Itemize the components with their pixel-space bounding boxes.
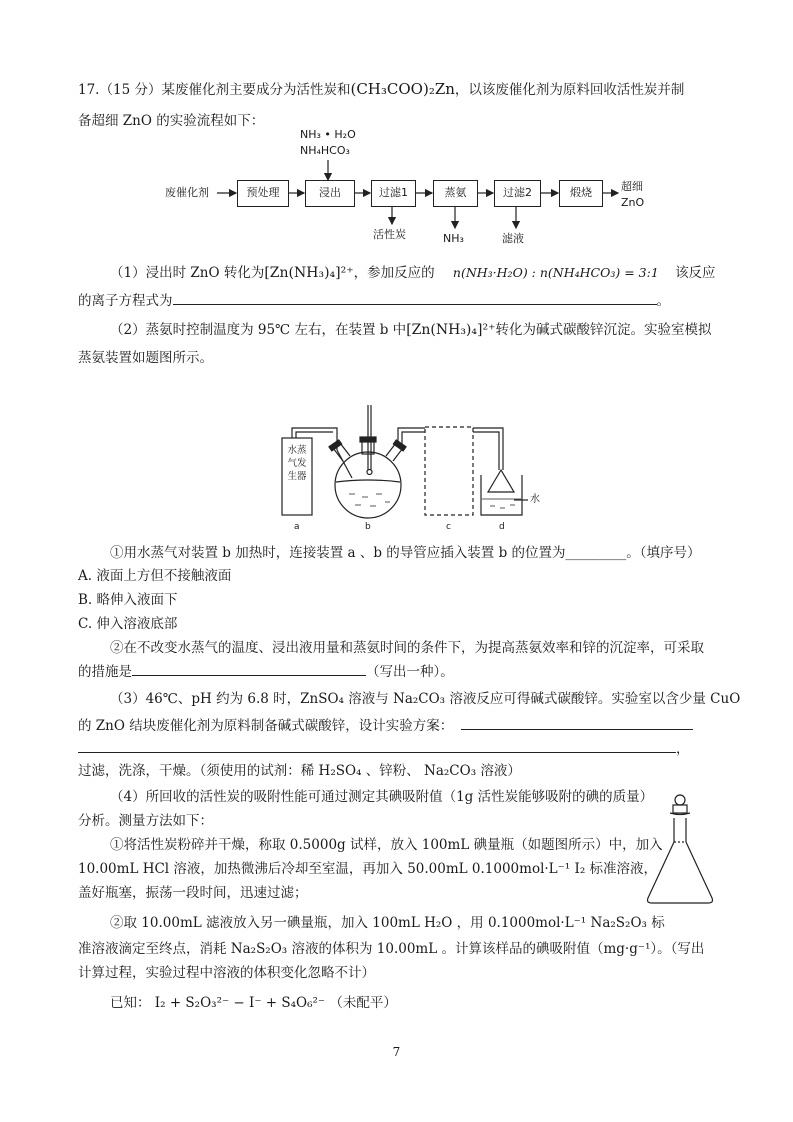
option-c: C. 伸入溶液底部	[78, 616, 178, 632]
part2-text-a: （2）蒸氨时控制温度为 95℃ 左右，在装置 b 中	[110, 322, 407, 338]
part2-complex: [Zn(NH₃)₄]²⁺	[406, 322, 496, 338]
part4-line6: ②取 10.00mL 滤液放入另一碘量瓶，加入 100mL H₂O ，用 0.1000mol·L⁻¹ Na₂S₂O₃ 标	[110, 915, 665, 931]
apparatus-drawing	[0, 0, 793, 540]
intro-text-2: ，以该废催化剂为原料回收活性炭并制	[454, 82, 685, 98]
part4-line1: （4）所回收的活性炭的吸附性能可通过测定其碘吸附值（1g 活性炭能够吸附的碘的质量）	[110, 789, 654, 805]
output-filtrate: 滤液	[502, 232, 524, 245]
part3-prompt: 的 ZnO 结块废催化剂为原料制备碱式碳酸锌，设计实验方案：	[78, 718, 454, 734]
q2-1-hint: 。（填序号）	[626, 545, 701, 561]
label-c: c	[446, 522, 451, 532]
step-calcine: 煅烧	[559, 180, 603, 207]
part3-comma: ，	[676, 741, 690, 757]
q2-2-hint: （写出一种）。	[366, 664, 454, 680]
part2-text-b: 转化为碱式碳酸锌沉淀。实验室模拟	[495, 322, 712, 338]
part4-line7: 准溶液滴定至终点，消耗 Na₂S₂O₃ 溶液的体积为 10.00mL 。计算该样品的碘吸附值（mg·g⁻¹）。（写出	[78, 941, 705, 957]
q2-1-stem	[110, 542, 731, 564]
option-b: B. 略伸入液面下	[78, 592, 178, 608]
part1-complex: [Zn(NH₃)₄]²⁺	[264, 265, 354, 281]
answer-blank-scheme-2[interactable]	[78, 737, 676, 753]
option-a: A. 液面上方但不接触液面	[78, 568, 232, 584]
output-activated-carbon: 活性炭	[373, 228, 406, 241]
reagent-ammonia-water: NH₃ • H₂O	[300, 128, 356, 141]
page-number: 7	[392, 1045, 401, 1059]
part4-line5: 盖好瓶塞，振荡一段时间，迅速过滤；	[78, 885, 308, 901]
iodine-flask-illustration	[640, 790, 720, 915]
part1-ratio: n(NH₃·H₂O) : n(NH₄HCO₃) = 3:1	[452, 265, 659, 280]
part1-equation-prompt: 的离子方程式为	[78, 293, 173, 309]
label-water: 水	[530, 494, 540, 505]
flow-end-label-1: 超细	[621, 180, 643, 193]
step-steam-ammonia: 蒸氨	[433, 180, 478, 207]
answer-blank-measure[interactable]	[132, 660, 366, 676]
part1-text-b: ，参加反应的	[353, 265, 435, 281]
label-b: b	[365, 522, 371, 532]
question-score: （15 分）	[99, 82, 162, 98]
q2-2-line2	[78, 660, 731, 683]
intro-text: 某废催化剂主要成分为活性炭和	[161, 82, 351, 98]
step-filter-2: 过滤2	[494, 180, 541, 207]
answer-blank-tube-position[interactable]: _________	[565, 545, 627, 561]
generator-label: 水蒸气发生器	[287, 445, 307, 482]
q2-2-line1: ②在不改变水蒸气的温度、浸出液用量和蒸氨时间的条件下，为提高蒸氨效率和锌的沉淀率，可采取	[110, 640, 704, 656]
question-number: 17.	[78, 82, 100, 98]
q2-1-text: ①用水蒸气对装置 b 加热时，连接装置 a 、b 的导管应插入装置 b 的位置为	[110, 545, 566, 561]
part1-text-c: 该反应	[675, 265, 716, 281]
part3-line3	[78, 737, 731, 760]
part1-text-a: （1）浸出时 ZnO 转化为	[110, 265, 265, 281]
part3-line1: （3）46℃、pH 约为 6.8 时，ZnSO₄ 溶液与 Na₂CO₃ 溶液反应可得碱式碳酸锌。实验室以含少量 CuO	[110, 691, 741, 707]
part3-line2	[78, 714, 731, 737]
step-leach: 浸出	[305, 180, 355, 207]
part4-line2: 分析。测量方法如下：	[78, 813, 213, 829]
flow-end-label-2: ZnO	[621, 196, 645, 209]
step-pretreat: 预处理	[237, 180, 289, 207]
intro-formula: (CH₃COO)₂Zn	[350, 80, 455, 98]
step-filter-1: 过滤1	[371, 180, 416, 207]
part3-line4: 过滤，洗涤，干燥。（须使用的试剂：稀 H₂SO₄ 、锌粉、 Na₂CO₃ 溶液）	[78, 763, 521, 779]
reagent-ammonium-bicarbonate: NH₄HCO₃	[300, 144, 350, 157]
part2-line2: 蒸氨装置如题图所示。	[78, 350, 213, 366]
output-ammonia: NH₃	[443, 232, 464, 245]
label-d: d	[499, 522, 505, 532]
flow-start-label: 废催化剂	[165, 186, 209, 199]
part4-line8: 计算过程，实验过程中溶液的体积变化忽略不计）	[78, 965, 375, 981]
part4-known: 已知： I₂ + S₂O₃²⁻ − I⁻ + S₄O₆²⁻ （未配平）	[110, 995, 397, 1011]
q2-2-prompt: 的措施是	[78, 664, 132, 680]
label-a: a	[294, 522, 300, 532]
intro-line-2: 备超细 ZnO 的实验流程如下：	[78, 113, 265, 129]
part4-line3: ①将活性炭粉碎并干燥，称取 0.5000g 试样，放入 100mL 碘量瓶（如题图所示）中，加入	[110, 837, 663, 853]
part1-end: 。	[656, 293, 670, 309]
answer-blank-scheme-1[interactable]	[461, 714, 693, 730]
part4-line4: 10.00mL HCl 溶液，加热微沸后冷却至室温，再加入 50.00mL 0.1000mol·L⁻¹ I₂ 标准溶液，	[78, 861, 658, 877]
